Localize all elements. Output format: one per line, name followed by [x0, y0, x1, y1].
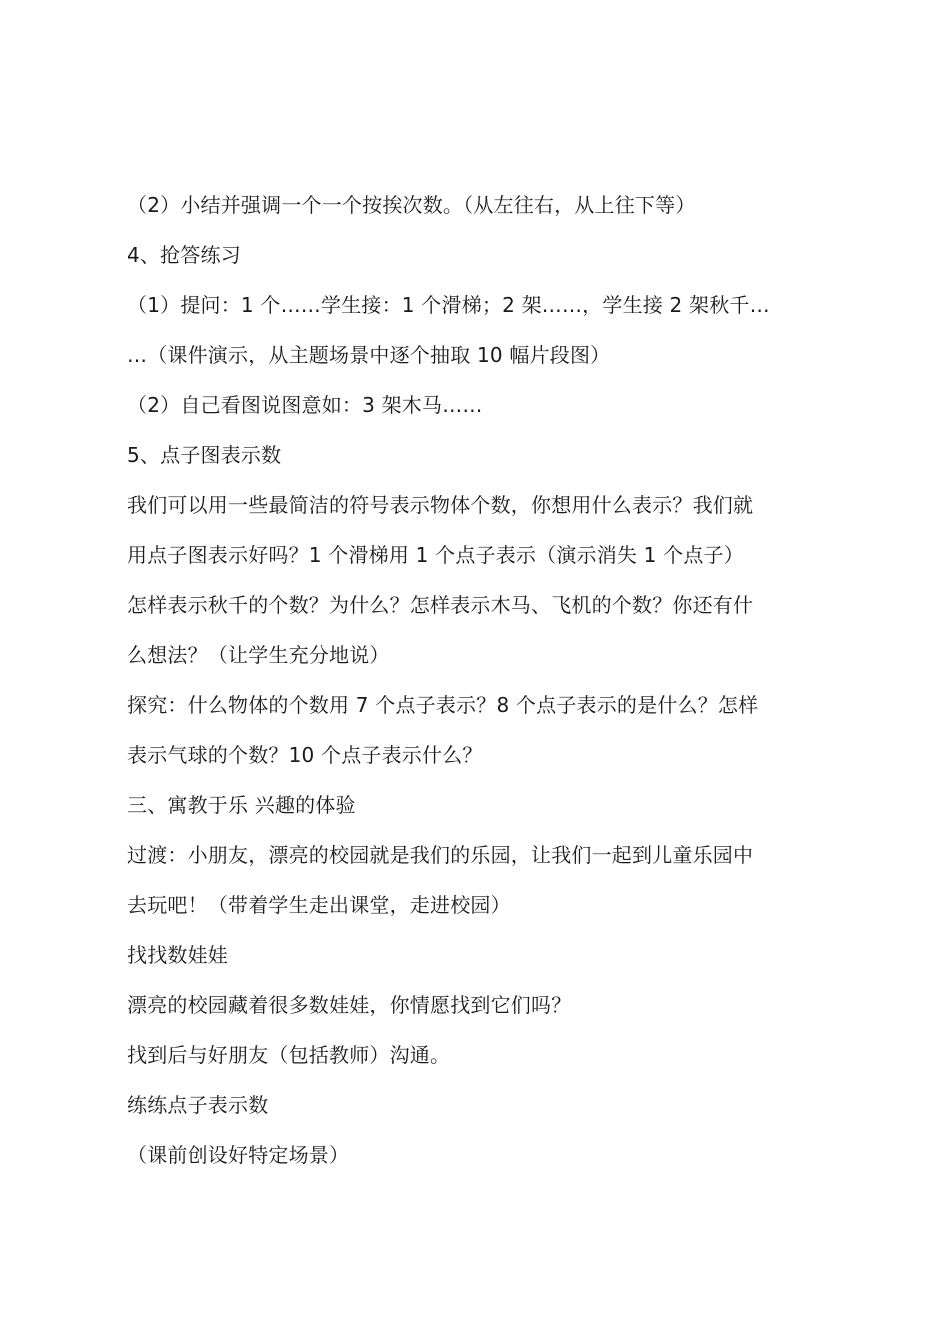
- share-with-friends: 找到后与好朋友（包括教师）沟通。: [127, 1043, 451, 1067]
- explore-paragraph-line-2: 表示气球的个数？10 个点子表示什么？: [127, 743, 483, 767]
- transition-paragraph-line-1: 过渡：小朋友，漂亮的校园就是我们的乐园，让我们一起到儿童乐园中: [127, 843, 754, 867]
- question-prompt-line-1: （1）提问：1 个……学生接：1 个滑梯；2 架……，学生接 2 架秋千…: [127, 293, 770, 317]
- swing-count-paragraph-line-1: 怎样表示秋千的个数？为什么？怎样表示木马、飞机的个数？你还有什: [127, 593, 754, 617]
- summary-counting-order: （2）小结并强调一个一个按挨次数。（从左往右，从上往下等）: [127, 193, 696, 217]
- swing-count-paragraph-line-2: 么想法？（让学生充分地说）: [127, 643, 390, 667]
- heading-quick-answer-practice: 4、抢答练习: [127, 243, 241, 267]
- heading-find-number-dolls: 找找数娃娃: [127, 943, 228, 967]
- explore-paragraph-line-1: 探究：什么物体的个数用 7 个点子表示？8 个点子表示的是什么？怎样: [127, 693, 759, 717]
- heading-section-three: 三、寓教于乐 兴趣的体验: [127, 793, 356, 817]
- find-dolls-prompt: 漂亮的校园藏着很多数娃娃，你情愿找到它们吗？: [127, 993, 572, 1017]
- heading-dot-diagram: 5、点子图表示数: [127, 443, 282, 467]
- dot-symbol-paragraph-line-1: 我们可以用一些最简洁的符号表示物体个数，你想用什么表示？我们就: [127, 493, 754, 517]
- heading-practice-dots: 练练点子表示数: [127, 1093, 269, 1117]
- transition-paragraph-line-2: 去玩吧！（带着学生走出课堂，走进校园）: [127, 893, 511, 917]
- self-describe-picture: （2）自己看图说图意如：3 架木马……: [127, 393, 483, 417]
- dot-symbol-paragraph-line-2: 用点子图表示好吗？1 个滑梯用 1 个点子表示（演示消失 1 个点子）: [127, 543, 744, 567]
- document-body: [127, 180, 833, 1180]
- scene-setup-note: （课前创设好特定场景）: [127, 1143, 350, 1167]
- question-prompt-line-2: …（课件演示，从主题场景中逐个抽取 10 幅片段图）: [127, 343, 611, 367]
